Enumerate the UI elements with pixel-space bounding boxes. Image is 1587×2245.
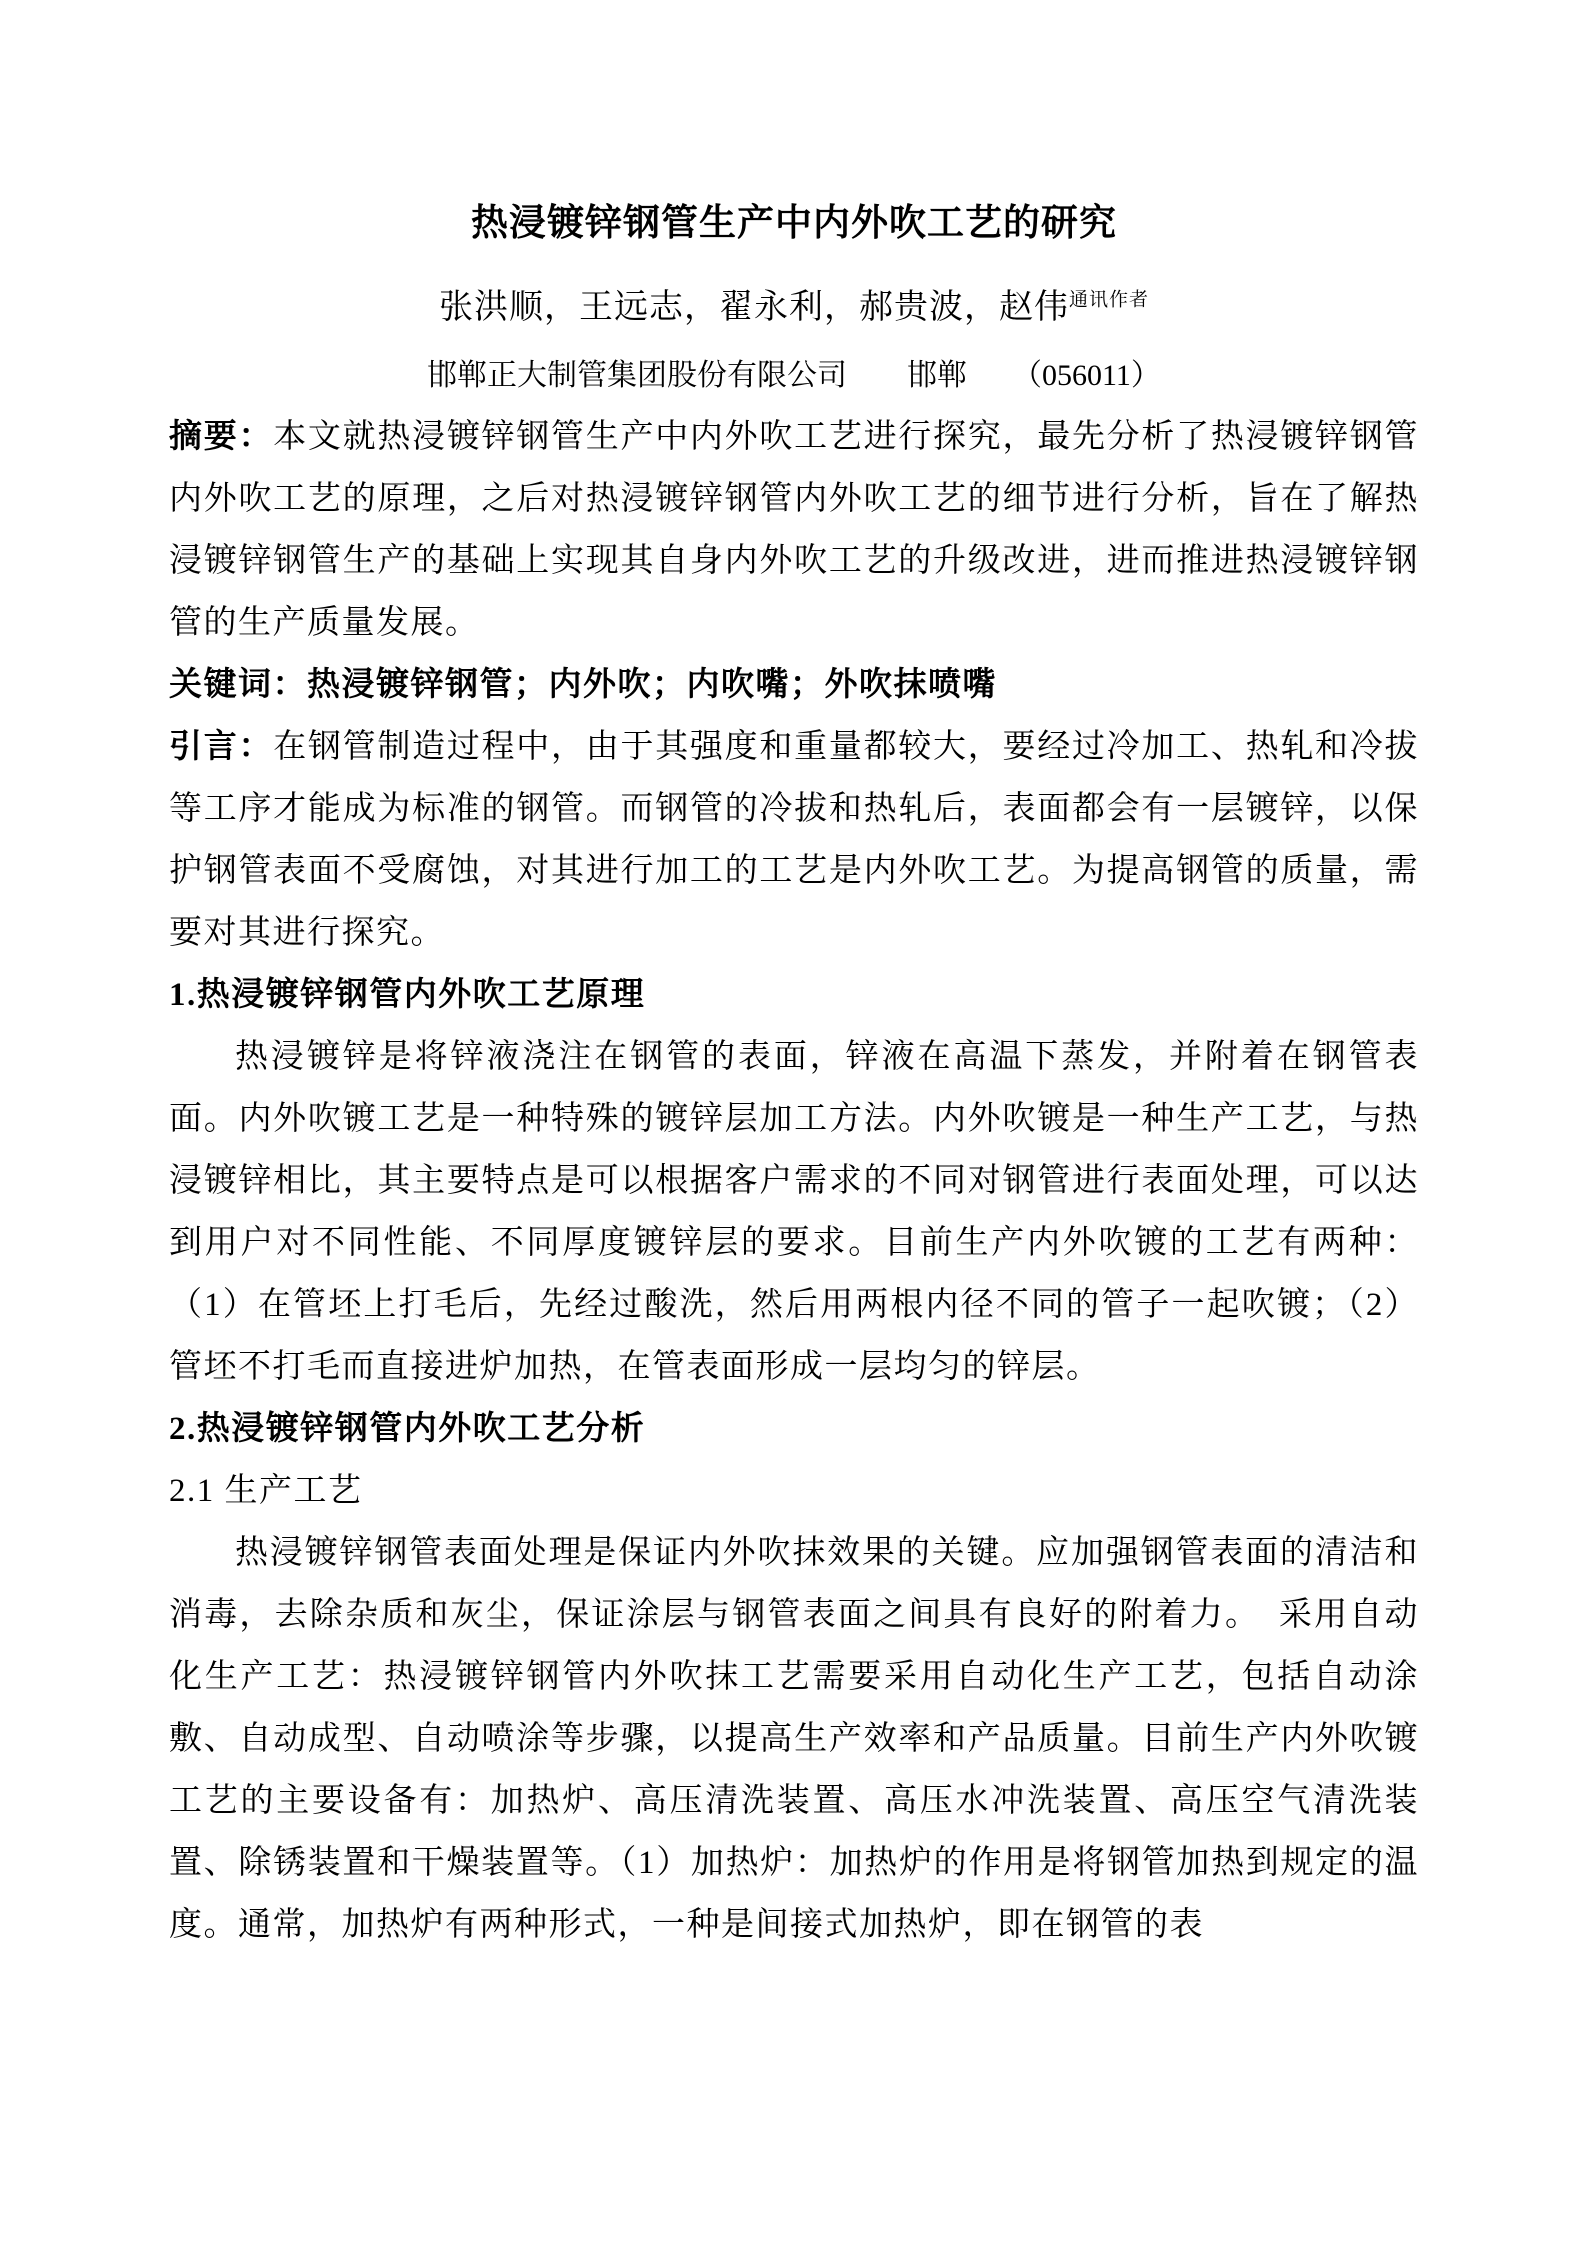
section2-subheading: 2.1 生产工艺 — [169, 1473, 363, 1509]
section1-heading: 1.热浸镀锌钢管内外吹工艺原理 — [169, 977, 646, 1013]
authors-names: 张洪顺，王远志，翟永利，郝贵波，赵伟 — [438, 289, 1069, 326]
section2-heading: 2.热浸镀锌钢管内外吹工艺分析 — [169, 1411, 646, 1447]
section2-paragraph: 热浸镀锌钢管表面处理是保证内外吹抹效果的关键。应加强钢管表面的清洁和消毒，去除杂质和灰尘，保证涂层与钢管表面之间具有良好的附着力。 采用自动化生产工艺：热浸镀锌钢管内外吹抹工艺需要采用自动化生产工艺，包括自动涂敷、自动成型、自动喷涂等步骤，以提高生产效率和产品质量。目前生产内外吹镀工艺的主要设备有：加热炉、高压清洗装置、高压水冲洗装置、高压空气清洗装置、除锈装置和干燥装置等。（1）加热炉：加热炉的作用是将钢管加热到规定的温度。通常，加热炉有两种形式，一种是间接式加热炉，即在钢管的表 — [169, 1535, 1419, 1943]
abstract-text: 本文就热浸镀锌钢管生产中内外吹工艺进行探究，最先分析了热浸镀锌钢管内外吹工艺的原理，之后对热浸镀锌钢管内外吹工艺的细节进行分析，旨在了解热浸镀锌钢管生产的基础上实现其自身内外吹工艺的升级改进，进而推进热浸镀锌钢管的生产质量发展。 — [169, 419, 1420, 641]
keywords-label: 关键词： — [169, 667, 307, 703]
section1-paragraph: 热浸镀锌是将锌液浇注在钢管的表面，锌液在高温下蒸发，并附着在钢管表面。内外吹镀工艺是一种特殊的镀锌层加工方法。内外吹镀是一种生产工艺，与热浸镀锌相比，其主要特点是可以根据客户需求的不同对钢管进行表面处理，可以达到用户对不同性能、不同厚度镀锌层的要求。目前生产内外吹镀的工艺有两种：（1）在管坯上打毛后，先经过酸洗，然后用两根内径不同的管子一起吹镀；（2）管坯不打毛而直接进炉加热，在管表面形成一层均匀的锌层。 — [169, 1039, 1420, 1385]
affiliation-line: 邯郸正大制管集团股份有限公司 邯郸 （056011） — [427, 359, 1161, 392]
paper-title: 热浸镀锌钢管生产中内外吹工艺的研究 — [471, 203, 1117, 244]
introduction-label: 引言： — [169, 729, 274, 765]
abstract-paragraph — [169, 406, 1419, 654]
abstract-label: 摘要： — [169, 419, 274, 455]
introduction-paragraph — [169, 716, 1419, 964]
keywords-paragraph — [169, 654, 1419, 716]
introduction-text: 在钢管制造过程中，由于其强度和重量都较大，要经过冷加工、热轧和冷拔等工序才能成为标准的钢管。而钢管的冷拔和热轧后，表面都会有一层镀锌，以保护钢管表面不受腐蚀，对其进行加工的工艺是内外吹工艺。为提高钢管的质量，需要对其进行探究。 — [169, 729, 1420, 951]
keywords-text: 热浸镀锌钢管；内外吹；内吹嘴；外吹抹喷嘴 — [307, 667, 997, 703]
authors-line — [169, 286, 1419, 330]
corresponding-author-superscript: 通讯作者 — [1068, 289, 1149, 311]
